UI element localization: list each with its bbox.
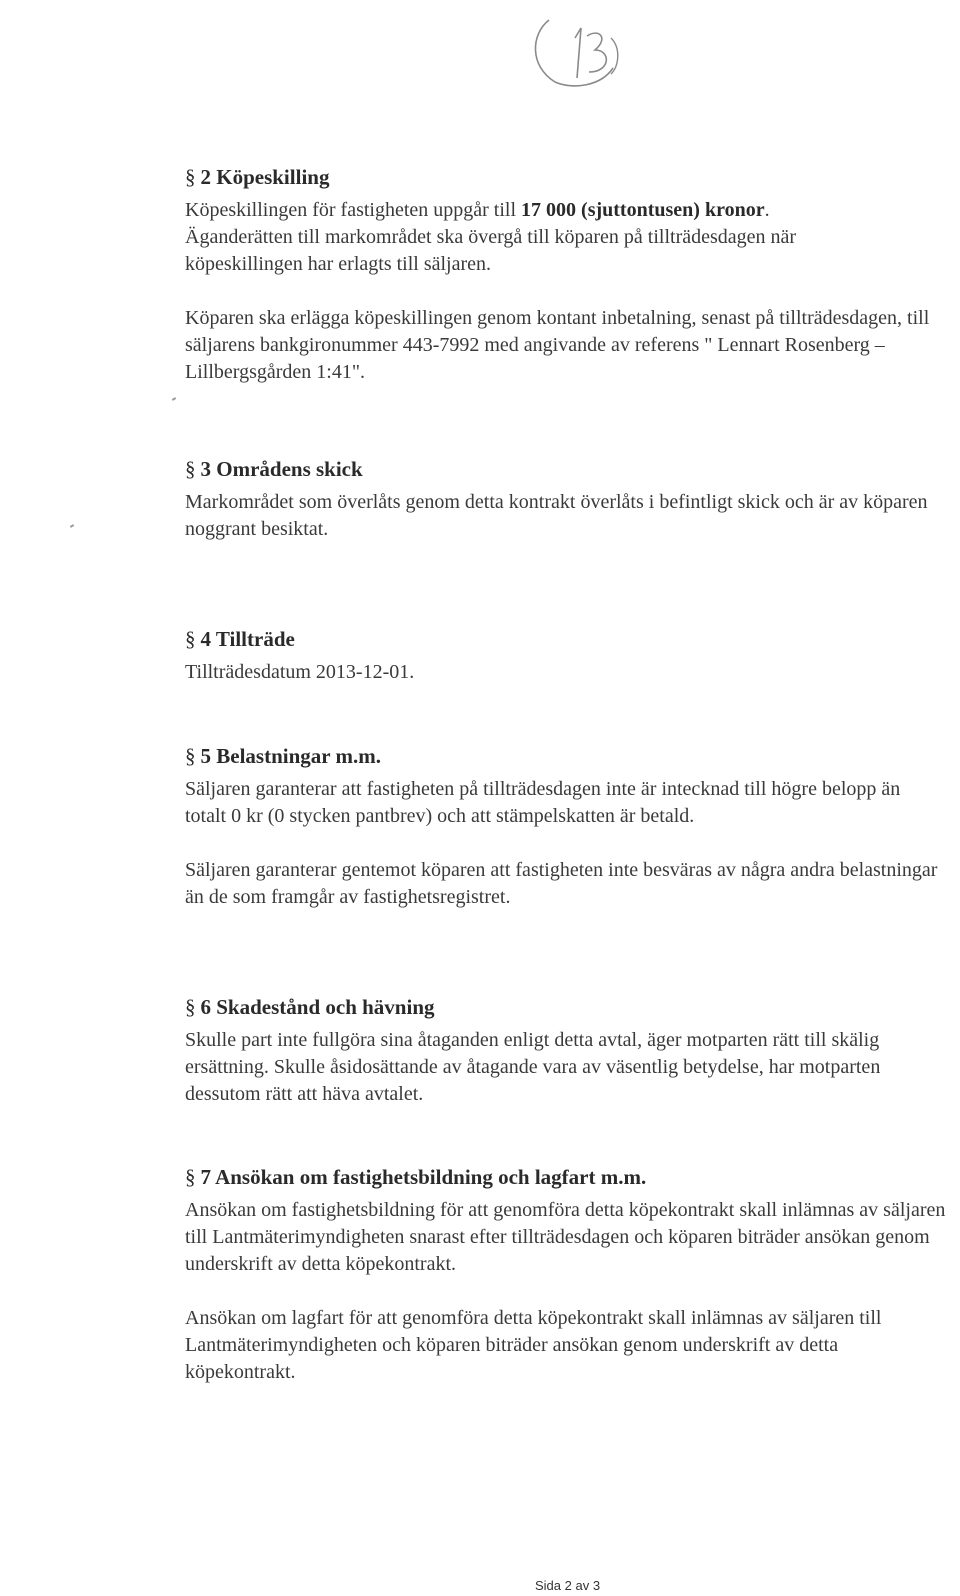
registry-guarantee-paragraph: Säljaren garanterar gentemot köparen att fastigheten inte besväras av några andra belastningar än de som framgår av fastighetsregistret. [185,859,938,908]
scan-artifact [172,397,176,401]
paragraph-sign: § [185,457,196,481]
page-footer: Sida 2 av 3 [535,1578,601,1593]
section-heading: § 7 Ansökan om fastighetsbildning och lagfart m.m. [185,1165,647,1189]
section-heading: § 3 Områdens skick [185,457,363,481]
section-5-belastningar [185,742,955,911]
section-2-kopeskilling [185,163,955,386]
damages-paragraph: Skulle part inte fullgöra sina åtaganden enligt detta avtal, äger motparten rätt till skälig ersättning. Skulle åsidosättande av åtagande vara av väsentlig betydelse, har motparten dessutom rätt att häva avtalet. [185,1029,881,1105]
purchase-price-amount: 17 000 (sjuttontusen) kronor [521,199,765,221]
section-6-skadestand [185,993,955,1108]
title-registration-paragraph: Ansökan om lagfart för att genomföra detta köpekontrakt skall inlämnas av säljaren till Lantmäterimyndigheten och köparen biträder ansökan genom underskrift av detta köpekontrakt. [185,1307,882,1383]
paragraph-sign: § [185,995,196,1019]
section-3-omradens-skick [185,455,955,543]
handwritten-page-number-annotation [525,8,625,98]
property-formation-paragraph: Ansökan om fastighetsbildning för att genomföra detta köpekontrakt skall inlämnas av säljaren till Lantmäterimyndigheten snarast efter tillträdesdagen och köparen biträder ansökan genom underskrift av detta köpekontrakt. [185,1199,946,1275]
payment-terms-paragraph: Köparen ska erlägga köpeskillingen genom kontant inbetalning, senast på tillträdesdagen, till säljarens bankgironummer 443-7992 med angivande av referens " Lennart Rosenberg – Lillbergsgården 1:41". [185,307,930,383]
section-heading: § 5 Belastningar m.m. [185,744,381,768]
section-7-ansokan [185,1163,955,1386]
section-heading: § 6 Skadestånd och hävning [185,995,435,1019]
paragraph-sign: § [185,165,196,189]
paragraph-sign: § [185,627,196,651]
paragraph-sign: § [185,744,196,768]
section-heading: § 4 Tillträde [185,627,295,651]
encumbrance-guarantee-paragraph: Säljaren garanterar att fastigheten på tillträdesdagen inte är intecknad till högre belopp än totalt 0 kr (0 stycken pantbrev) och att stämpelskatten är betald. [185,778,901,827]
condition-paragraph: Markområdet som överlåts genom detta kontrakt överlåts i befintligt skick och är av köparen noggrant besiktat. [185,491,928,540]
scan-artifact [70,524,74,528]
purchase-price-paragraph: Köpeskillingen för fastigheten uppgår till 17 000 (sjuttontusen) kronor. Äganderätten till markområdet ska övergå till köparen på tillträdesdagen när köpeskillingen har erlagts till säljaren. [185,199,797,275]
section-heading: § 2 Köpeskilling [185,165,330,189]
section-4-tilltrade [185,625,955,686]
access-date-paragraph: Tillträdesdatum 2013-12-01. [185,661,415,683]
paragraph-sign: § [185,1165,196,1189]
